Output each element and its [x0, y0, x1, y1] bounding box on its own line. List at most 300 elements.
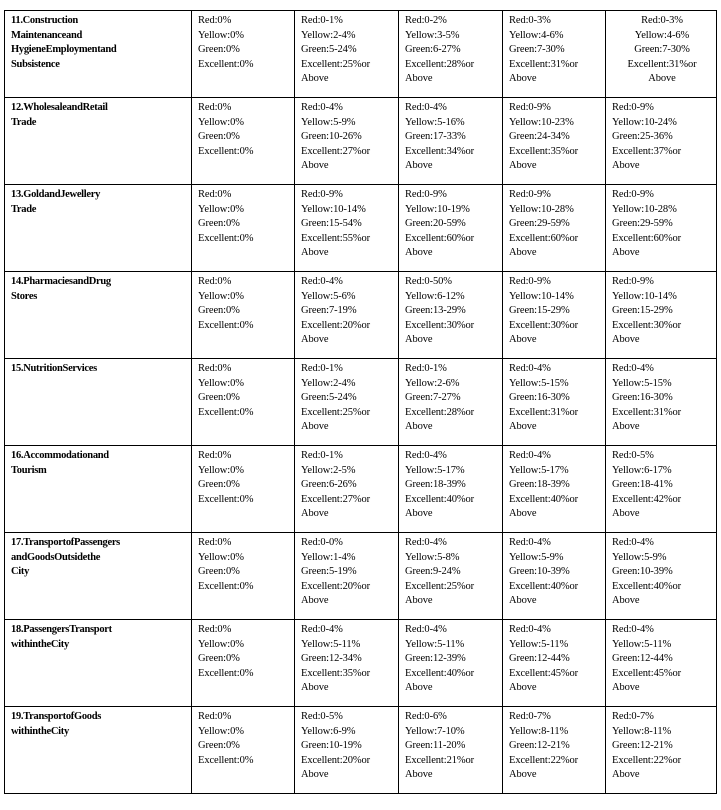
- band-line: Excellent:30%or: [612, 319, 682, 331]
- band-line: Green:7-30%: [509, 44, 565, 55]
- band-line: Green:25-36%: [612, 131, 673, 142]
- band-line: Excellent:35%or: [301, 667, 371, 679]
- band-line: Above: [405, 682, 433, 693]
- band-line: Excellent:22%or: [612, 754, 682, 766]
- band-cell: [192, 272, 295, 359]
- band-line: Excellent:0%: [198, 319, 254, 331]
- sector-name-cell: [5, 620, 192, 707]
- table-row: [5, 11, 717, 98]
- band-line: Red:0-5%: [301, 711, 343, 722]
- band-line: Yellow:2-5%: [301, 464, 356, 476]
- band-line: Green:9-24%: [405, 566, 461, 577]
- band-line: Green:0%: [198, 44, 240, 55]
- band-line: Excellent:0%: [198, 406, 254, 418]
- band-line: Red:0-1%: [301, 15, 343, 26]
- band-line: Excellent:0%: [198, 58, 254, 70]
- band-line: Excellent:25%or: [301, 58, 371, 70]
- band-line: Above: [405, 508, 433, 519]
- band-line: Green:0%: [198, 479, 240, 490]
- band-cell: [192, 185, 295, 272]
- band-line: Green:5-19%: [301, 566, 357, 577]
- band-line: Above: [509, 508, 537, 519]
- band-cell: [606, 98, 717, 185]
- band-line: Above: [509, 769, 537, 780]
- band-line: Red:0-4%: [612, 624, 654, 635]
- band-line: Red:0-4%: [301, 102, 343, 113]
- band-cell: [503, 446, 606, 533]
- sector-name-line: 11.Construction: [11, 15, 78, 26]
- band-line: Yellow:0%: [198, 29, 244, 41]
- band-line: Yellow:0%: [198, 290, 244, 302]
- band-line: Red:0-4%: [405, 537, 447, 548]
- band-line: Red:0-9%: [612, 189, 654, 200]
- band-line: Yellow:5-9%: [509, 551, 564, 563]
- band-line: Yellow:7-10%: [405, 725, 465, 737]
- table-row: [5, 446, 717, 533]
- band-cell: [503, 359, 606, 446]
- band-line: Yellow:10-14%: [301, 203, 366, 215]
- band-line: Red:0-9%: [612, 276, 654, 287]
- sector-name-cell: [5, 446, 192, 533]
- band-line: Above: [405, 769, 433, 780]
- band-line: Red:0-4%: [509, 624, 551, 635]
- band-line: Excellent:28%or: [405, 58, 475, 70]
- band-line: Excellent:27%or: [301, 493, 371, 505]
- band-line: Excellent:20%or: [301, 580, 371, 592]
- band-line: Green:15-29%: [612, 305, 673, 316]
- band-line: Excellent:0%: [198, 754, 254, 766]
- band-line: Above: [509, 160, 537, 171]
- band-line: Red:0-4%: [405, 624, 447, 635]
- sector-name-line: Trade: [11, 203, 37, 215]
- sector-name-line: Maintenanceand: [11, 29, 83, 41]
- band-cell: [399, 533, 503, 620]
- quota-bands-table: [4, 10, 717, 794]
- band-line: Yellow:1-4%: [301, 551, 356, 563]
- sector-name-line: 13.GoldandJewellery: [11, 189, 101, 200]
- band-cell: [606, 446, 717, 533]
- band-line: Green:24-34%: [509, 131, 570, 142]
- band-line: Green:7-30%: [634, 44, 690, 55]
- band-line: Yellow:10-14%: [612, 290, 677, 302]
- band-cell: [295, 98, 399, 185]
- band-line: Excellent:27%or: [301, 145, 371, 157]
- band-line: Above: [612, 247, 640, 258]
- band-line: Red:0-9%: [612, 102, 654, 113]
- band-cell: [295, 185, 399, 272]
- band-line: Red:0-9%: [509, 189, 551, 200]
- band-line: Green:18-39%: [405, 479, 466, 490]
- band-line: Above: [405, 595, 433, 606]
- band-line: Excellent:60%or: [405, 232, 475, 244]
- band-cell: [503, 533, 606, 620]
- band-line: Green:12-21%: [509, 740, 570, 751]
- band-line: Green:7-19%: [301, 305, 357, 316]
- band-line: Yellow:2-4%: [301, 29, 356, 41]
- table-row: [5, 533, 717, 620]
- band-line: Yellow:5-8%: [405, 551, 460, 563]
- band-cell: [192, 620, 295, 707]
- band-line: Excellent:0%: [198, 493, 254, 505]
- band-line: Excellent:21%or: [405, 754, 475, 766]
- band-cell: [606, 620, 717, 707]
- band-cell: [192, 446, 295, 533]
- band-cell: [503, 98, 606, 185]
- band-line: Excellent:0%: [198, 580, 254, 592]
- band-line: Yellow:4-6%: [509, 29, 564, 41]
- band-line: Excellent:34%or: [405, 145, 475, 157]
- band-cell: [503, 707, 606, 794]
- band-line: Green:0%: [198, 392, 240, 403]
- band-line: Green:12-44%: [509, 653, 570, 664]
- band-line: Above: [612, 160, 640, 171]
- band-line: Above: [509, 247, 537, 258]
- band-line: Excellent:0%: [198, 145, 254, 157]
- band-line: Red:0-3%: [641, 15, 683, 26]
- band-cell: [503, 11, 606, 98]
- band-line: Red:0-4%: [405, 102, 447, 113]
- band-line: Yellow:10-24%: [612, 116, 677, 128]
- band-line: Above: [612, 682, 640, 693]
- band-line: Yellow:10-28%: [509, 203, 574, 215]
- band-line: Excellent:55%or: [301, 232, 371, 244]
- band-line: Green:29-59%: [509, 218, 570, 229]
- band-line: Red:0-9%: [301, 189, 343, 200]
- band-cell: [503, 620, 606, 707]
- sector-name-cell: [5, 533, 192, 620]
- band-cell: [606, 185, 717, 272]
- band-line: Green:15-29%: [509, 305, 570, 316]
- band-line: Excellent:40%or: [612, 580, 682, 592]
- sector-name-line: 12.WholesaleandRetail: [11, 102, 108, 113]
- band-line: Above: [405, 334, 433, 345]
- band-line: Green:29-59%: [612, 218, 673, 229]
- band-line: Excellent:31%or: [612, 406, 682, 418]
- band-cell: [399, 185, 503, 272]
- band-cell: [503, 272, 606, 359]
- band-line: Green:0%: [198, 740, 240, 751]
- band-cell: [399, 98, 503, 185]
- band-line: Yellow:6-17%: [612, 464, 672, 476]
- table-row: [5, 707, 717, 794]
- band-line: Above: [301, 247, 329, 258]
- band-line: Yellow:3-5%: [405, 29, 460, 41]
- band-line: Excellent:40%or: [509, 580, 579, 592]
- band-line: Above: [648, 73, 676, 84]
- band-line: Red:0-1%: [301, 450, 343, 461]
- band-line: Yellow:5-9%: [612, 551, 667, 563]
- sector-name-cell: [5, 707, 192, 794]
- band-line: Green:16-30%: [509, 392, 570, 403]
- band-line: Excellent:31%or: [509, 58, 579, 70]
- sector-name-cell: [5, 272, 192, 359]
- band-cell: [399, 707, 503, 794]
- band-line: Red:0%: [198, 450, 232, 461]
- band-line: Excellent:40%or: [405, 667, 475, 679]
- band-cell: [606, 272, 717, 359]
- band-line: Excellent:25%or: [405, 580, 475, 592]
- band-cell: [399, 11, 503, 98]
- band-line: Excellent:35%or: [509, 145, 579, 157]
- band-line: Above: [509, 334, 537, 345]
- band-line: Excellent:31%or: [509, 406, 579, 418]
- band-cell: [295, 359, 399, 446]
- table-row: [5, 272, 717, 359]
- band-line: Green:5-24%: [301, 392, 357, 403]
- band-line: Green:0%: [198, 218, 240, 229]
- band-line: Red:0%: [198, 189, 232, 200]
- band-line: Red:0-4%: [509, 363, 551, 374]
- band-line: Yellow:10-19%: [405, 203, 470, 215]
- band-line: Yellow:10-28%: [612, 203, 677, 215]
- band-line: Red:0-2%: [405, 15, 447, 26]
- sector-name-line: andGoodsOutsidethe: [11, 551, 101, 563]
- band-line: Excellent:30%or: [509, 319, 579, 331]
- band-line: Green:5-24%: [301, 44, 357, 55]
- band-line: Green:0%: [198, 566, 240, 577]
- sector-name-line: Trade: [11, 116, 37, 128]
- sector-name-line: withintheCity: [11, 725, 69, 737]
- band-line: Above: [612, 508, 640, 519]
- band-line: Above: [405, 73, 433, 84]
- band-line: Green:10-19%: [301, 740, 362, 751]
- band-line: Above: [612, 595, 640, 606]
- band-line: Green:18-41%: [612, 479, 673, 490]
- band-line: Yellow:5-11%: [405, 638, 465, 650]
- band-cell: [192, 98, 295, 185]
- sector-name-line: City: [11, 566, 30, 577]
- band-cell: [295, 707, 399, 794]
- band-cell: [192, 533, 295, 620]
- band-line: Excellent:20%or: [301, 754, 371, 766]
- table-row: [5, 185, 717, 272]
- band-line: Above: [509, 421, 537, 432]
- band-line: Yellow:5-17%: [509, 464, 569, 476]
- band-line: Above: [301, 334, 329, 345]
- sector-name-line: 15.NutritionServices: [11, 363, 97, 374]
- band-line: Above: [612, 769, 640, 780]
- band-line: Yellow:5-11%: [509, 638, 569, 650]
- band-cell: [399, 359, 503, 446]
- band-line: Yellow:5-11%: [301, 638, 361, 650]
- band-line: Above: [301, 421, 329, 432]
- band-line: Yellow:4-6%: [634, 29, 690, 41]
- band-line: Red:0-6%: [405, 711, 447, 722]
- sector-name-cell: [5, 98, 192, 185]
- band-line: Green:6-27%: [405, 44, 461, 55]
- band-line: Red:0-1%: [301, 363, 343, 374]
- sector-name-cell: [5, 359, 192, 446]
- band-line: Green:13-29%: [405, 305, 466, 316]
- table-body: [5, 11, 717, 794]
- band-cell: [295, 620, 399, 707]
- band-line: Excellent:45%or: [612, 667, 682, 679]
- sector-name-line: HygieneEmploymentand: [11, 44, 117, 55]
- band-cell: [399, 446, 503, 533]
- band-line: Yellow:8-11%: [612, 725, 672, 737]
- band-cell: [399, 620, 503, 707]
- sector-name-cell: [5, 11, 192, 98]
- band-line: Green:6-26%: [301, 479, 357, 490]
- table-row: [5, 98, 717, 185]
- band-line: Above: [301, 508, 329, 519]
- band-line: Above: [509, 595, 537, 606]
- table-row: [5, 359, 717, 446]
- band-line: Excellent:20%or: [301, 319, 371, 331]
- sector-name-line: 19.TransportofGoods: [11, 711, 102, 722]
- band-line: Yellow:0%: [198, 464, 244, 476]
- band-line: Red:0-4%: [612, 537, 654, 548]
- band-line: Red:0-4%: [301, 276, 343, 287]
- band-line: Red:0-4%: [509, 537, 551, 548]
- band-line: Red:0-3%: [509, 15, 551, 26]
- band-line: Yellow:2-6%: [405, 377, 460, 389]
- band-line: Red:0%: [198, 102, 232, 113]
- band-line: Above: [612, 334, 640, 345]
- band-line: Green:12-44%: [612, 653, 673, 664]
- band-cell: [192, 359, 295, 446]
- sector-name-line: 18.PassengersTransport: [11, 624, 112, 635]
- band-line: Red:0-9%: [509, 102, 551, 113]
- band-line: Above: [301, 595, 329, 606]
- band-line: Green:15-54%: [301, 218, 362, 229]
- band-cell: [606, 359, 717, 446]
- band-line: Excellent:0%: [198, 667, 254, 679]
- band-line: Above: [301, 160, 329, 171]
- band-line: Excellent:37%or: [612, 145, 682, 157]
- band-line: Yellow:2-4%: [301, 377, 356, 389]
- band-line: Green:0%: [198, 653, 240, 664]
- band-line: Above: [301, 73, 329, 84]
- band-line: Red:0-4%: [301, 624, 343, 635]
- band-line: Red:0%: [198, 711, 232, 722]
- sector-name-line: Subsistence: [11, 58, 60, 70]
- sector-name-line: 14.PharmaciesandDrug: [11, 276, 111, 287]
- band-line: Green:10-39%: [509, 566, 570, 577]
- band-cell: [295, 446, 399, 533]
- band-line: Excellent:60%or: [509, 232, 579, 244]
- band-line: Yellow:0%: [198, 116, 244, 128]
- band-line: Excellent:42%or: [612, 493, 682, 505]
- band-line: Red:0-4%: [612, 363, 654, 374]
- band-line: Excellent:28%or: [405, 406, 475, 418]
- band-line: Red:0-5%: [612, 450, 654, 461]
- band-line: Yellow:10-14%: [509, 290, 574, 302]
- band-line: Red:0-0%: [301, 537, 343, 548]
- band-line: Above: [509, 73, 537, 84]
- band-line: Excellent:60%or: [612, 232, 682, 244]
- band-line: Above: [405, 160, 433, 171]
- band-line: Yellow:5-9%: [301, 116, 356, 128]
- band-line: Green:12-34%: [301, 653, 362, 664]
- band-line: Green:12-39%: [405, 653, 466, 664]
- table-row: [5, 620, 717, 707]
- band-line: Red:0-9%: [509, 276, 551, 287]
- band-cell: [606, 533, 717, 620]
- band-line: Above: [509, 682, 537, 693]
- band-line: Yellow:0%: [198, 377, 244, 389]
- band-line: Green:11-20%: [405, 740, 466, 751]
- band-line: Excellent:30%or: [405, 319, 475, 331]
- band-line: Red:0-4%: [405, 450, 447, 461]
- band-line: Red:0%: [198, 624, 232, 635]
- band-line: Green:18-39%: [509, 479, 570, 490]
- band-line: Yellow:0%: [198, 638, 244, 650]
- band-cell: [295, 11, 399, 98]
- band-line: Above: [405, 247, 433, 258]
- band-line: Yellow:8-11%: [509, 725, 569, 737]
- band-line: Excellent:0%: [198, 232, 254, 244]
- band-line: Yellow:5-15%: [509, 377, 569, 389]
- band-cell: [295, 272, 399, 359]
- band-line: Yellow:6-12%: [405, 290, 465, 302]
- band-line: Red:0-50%: [405, 276, 452, 287]
- band-line: Above: [405, 421, 433, 432]
- sector-name-line: 16.Accommodationand: [11, 450, 109, 461]
- band-line: Above: [301, 682, 329, 693]
- band-line: Yellow:10-23%: [509, 116, 574, 128]
- band-cell: [503, 185, 606, 272]
- band-cell: [192, 707, 295, 794]
- band-line: Yellow:0%: [198, 725, 244, 737]
- band-line: Yellow:5-11%: [612, 638, 672, 650]
- band-line: Yellow:6-9%: [301, 725, 356, 737]
- band-line: Excellent:25%or: [301, 406, 371, 418]
- band-line: Red:0%: [198, 276, 232, 287]
- band-line: Excellent:45%or: [509, 667, 579, 679]
- band-line: Green:10-39%: [612, 566, 673, 577]
- band-line: Excellent:31%or: [627, 58, 697, 70]
- band-line: Green:16-30%: [612, 392, 673, 403]
- sector-name-line: Tourism: [11, 464, 47, 476]
- band-line: Green:0%: [198, 305, 240, 316]
- band-line: Green:20-59%: [405, 218, 466, 229]
- band-line: Green:0%: [198, 131, 240, 142]
- band-line: Above: [301, 769, 329, 780]
- band-line: Red:0-1%: [405, 363, 447, 374]
- band-line: Above: [612, 421, 640, 432]
- band-cell: [399, 272, 503, 359]
- sector-name-line: Stores: [11, 290, 38, 302]
- band-line: Yellow:0%: [198, 203, 244, 215]
- band-line: Excellent:40%or: [509, 493, 579, 505]
- band-line: Red:0-9%: [405, 189, 447, 200]
- band-line: Red:0-7%: [612, 711, 654, 722]
- band-line: Yellow:0%: [198, 551, 244, 563]
- band-line: Red:0-7%: [509, 711, 551, 722]
- band-cell: [192, 11, 295, 98]
- band-line: Red:0%: [198, 363, 232, 374]
- band-line: Green:17-33%: [405, 131, 466, 142]
- band-line: Excellent:22%or: [509, 754, 579, 766]
- sector-name-line: withintheCity: [11, 638, 69, 650]
- band-line: Yellow:5-16%: [405, 116, 465, 128]
- band-line: Green:12-21%: [612, 740, 673, 751]
- band-line: Red:0%: [198, 537, 232, 548]
- sector-name-cell: [5, 185, 192, 272]
- band-cell: [295, 533, 399, 620]
- band-line: Red:0%: [198, 15, 232, 26]
- band-line: Yellow:5-17%: [405, 464, 465, 476]
- band-line: Excellent:40%or: [405, 493, 475, 505]
- sector-name-line: 17.TransportofPassengers: [11, 537, 120, 548]
- band-line: Yellow:5-15%: [612, 377, 672, 389]
- band-cell: [606, 11, 717, 98]
- band-line: Red:0-4%: [509, 450, 551, 461]
- band-line: Green:7-27%: [405, 392, 461, 403]
- band-line: Yellow:5-6%: [301, 290, 356, 302]
- band-line: Green:10-26%: [301, 131, 362, 142]
